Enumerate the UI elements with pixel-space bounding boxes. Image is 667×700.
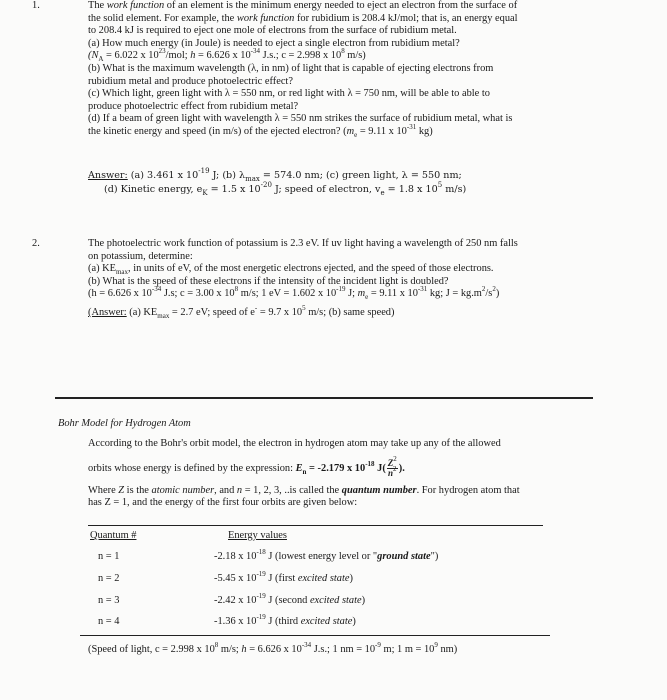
column-energy: Energy values: [228, 530, 287, 541]
bohr-para-1: According to the Bohr's orbit model, the electron in hydrogen atom may take up any of the allowed: [88, 438, 501, 449]
table-row: n = 2 -5.45 x $10^{-19}$ J (first excited state): [98, 570, 353, 584]
q2-line-2: on potassium, determine:: [88, 250, 193, 262]
q1-line-1: The work function of an element is the minimum energy needed to eject an electron from the surface of: [88, 0, 518, 11]
question-2-number: 2.: [32, 238, 40, 249]
bohr-title: Bohr Model for Hydrogen Atom: [58, 418, 191, 429]
table-row: n = 4 -1.36 x $10^{-19}$ J (third excited state): [98, 613, 356, 627]
q2-line-1: The photoelectric work function of potassium is 2.3 eV. If uv light having a wavelength of 250 nm falls: [88, 238, 518, 249]
question-2: [88, 238, 663, 320]
q1-constants: ($N_A = 6.022$ x $10^{23}$/mol; h = 6.626 x $10^{-34}$ J.s.; c = 2.998 x $10^8$ m/s): [88, 47, 366, 64]
table-row: n = 1 -2.18 x $10^{-18}$ J (lowest energy level or "ground state"): [98, 548, 439, 562]
q2-part-a: (a) $KE_{max}$, in units of eV, of the most energetic electrons ejected, and the speed of those electrons.: [88, 263, 494, 277]
q1-part-d-cont: the kinetic energy and speed (in m/s) of the ejected electron? ($m_e = 9.11$ x $10^{-31}$ kg): [88, 122, 433, 140]
table-row: n = 3 -2.42 x $10^{-19}$ J (second excited state): [98, 592, 366, 606]
q1-part-d: (d) If a beam of green light with wavelength λ = 550 nm strikes the surface of rubidium metal, what is: [88, 113, 513, 125]
q1-part-a: (a) How much energy (in Joule) is needed to eject a single electron from rubidium metal?: [88, 37, 460, 49]
section-divider: [55, 397, 593, 399]
q1-part-c: (c) Which light, green light with λ = 550 nm, or red light with λ = 750 nm, will be able to able to: [88, 88, 490, 100]
table-bottom-rule: [80, 635, 550, 636]
bohr-body: [88, 438, 663, 510]
q1-part-c-cont: produce photoelectric effect from rubidium metal?: [88, 100, 299, 112]
q1-line-3: to 208.4 kJ is required to eject one mole of electrons from the surface of rubidium metal.: [88, 25, 457, 37]
answer-label: Answer:: [88, 170, 128, 181]
table-top-rule: [88, 525, 543, 526]
bohr-expression: orbits whose energy is defined by the expression: $E_n = -2.179$ x $10^{-18}$ J( $\frac{Z^2}{n^2}$ ).: [88, 455, 405, 478]
question-1-number: 1.: [32, 0, 40, 11]
q1-part-b-cont: rubidium metal and produce photoelectric effect?: [88, 75, 293, 87]
question-1: [88, 0, 663, 139]
column-quantum: Quantum #: [90, 530, 137, 541]
q2-constants: (h = 6.626 x $10^{-34}$ J.s; c = 3.00 x $10^8$ m/s; 1 eV = 1.602 x $10^{-19}$ J; $m_e = 9.11$ x $10^{-31}$ kg; $J = kg.m^2/s^2$): [88, 285, 500, 302]
q1-line-2: the solid element. For example, the work function for rubidium is 208.4 kJ/mol; that is, an energy equal: [88, 12, 518, 24]
table-header: [90, 530, 550, 544]
q2-part-b: (b) What is the speed of these electrons if the intensity of the incident light is doubled?: [88, 275, 449, 287]
z-over-n-fraction: $\frac{Z^2}{n^2}$: [387, 455, 397, 478]
bohr-para-3: Where Z is the atomic number, and n = 1, 2, 3, ..is called the quantum number. For hydrogen atom that: [88, 484, 520, 496]
bohr-footnote: (Speed of light, c = 2.998 x $10^8$ m/s; h = 6.626 x $10^{-34}$ J.s.; 1 nm = $10^{-9}$ m; 1 $m = 10^9$ nm): [88, 641, 458, 655]
q1-part-b: (b) What is the maximum wavelength (λ, in nm) of light that is capable of ejecting electrons from: [88, 62, 494, 74]
q1-answer: Answer: (a) 3.461 x $10^{-19}$ J; (b) $\lambda_{max} = 574.0$ nm; (c) green light, λ = 550 nm; (d) Kinetic energy, $e_K = 1.5$ x $10^{-20}$ J; speed of electron, $v_e = 1.8$ x $10^5$ m/s): [88, 167, 467, 197]
bohr-para-4: has Z = 1, and the energy of the first four orbits are given below:: [88, 497, 358, 509]
q2-answer: (Answer: (a) $KE_{max} = 2.7$ eV; speed of e- = 9.7 x $10^5$ m/s; (b) same speed): [88, 304, 395, 321]
